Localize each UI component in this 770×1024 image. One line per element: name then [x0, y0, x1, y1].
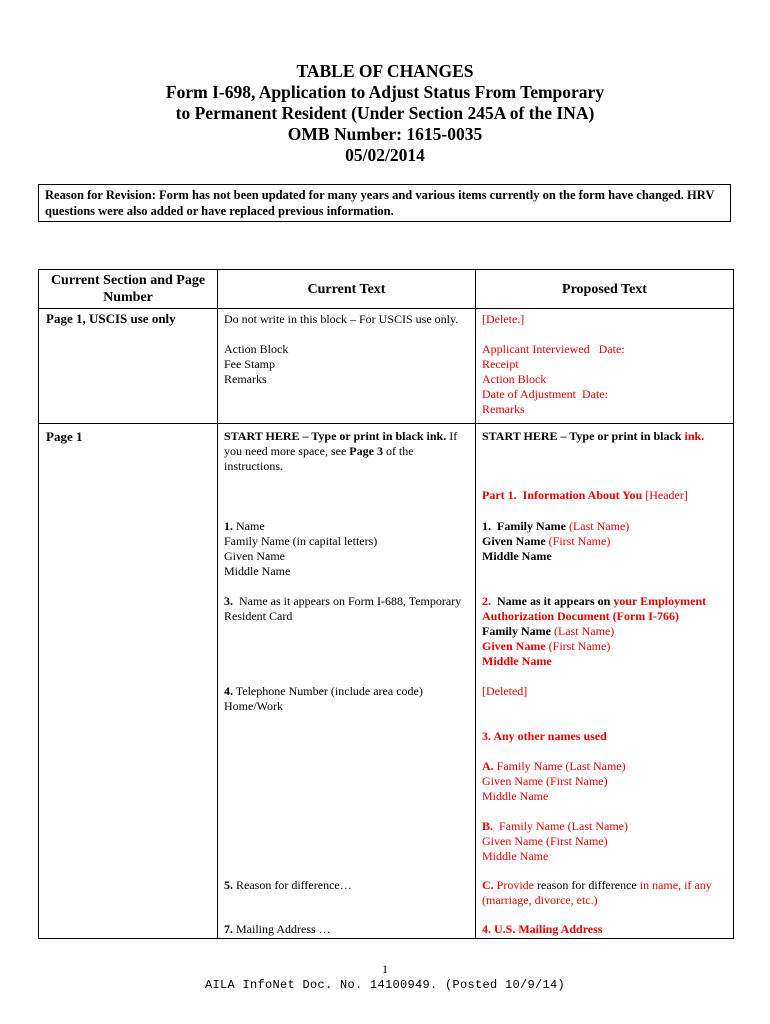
- table-row: [39, 474, 734, 503]
- table-row: [39, 424, 734, 475]
- title-line-1: TABLE OF CHANGES: [296, 61, 474, 81]
- current-text-cell: [218, 744, 476, 804]
- line: Middle Name: [482, 549, 552, 563]
- proposed-text-cell: 3. Any other names used: [476, 714, 734, 744]
- line: Middle Name: [482, 654, 552, 668]
- text: your Employment Authorization Document (Form I-766): [482, 594, 707, 623]
- title-date: 05/02/2014: [345, 145, 425, 165]
- current-text-cell: [218, 804, 476, 864]
- proposed-text-cell: [476, 579, 734, 669]
- title-line-3: to Permanent Resident (Under Section 245A of the INA): [175, 103, 595, 123]
- section-cell: [39, 864, 218, 908]
- table-row: [39, 579, 734, 669]
- line: Middle Name: [224, 564, 291, 578]
- reason-for-revision-box: Reason for Revision: Form has not been updated for many years and various items currently on the form have changed. HRV questions were also added or have replaced previous information.: [38, 184, 731, 222]
- proposed-text-cell: [Delete.]: [476, 309, 734, 328]
- proposed-text-cell: [476, 804, 734, 864]
- current-text-cell: [218, 669, 476, 714]
- line: Receipt: [482, 357, 519, 371]
- current-text-cell: [218, 474, 476, 503]
- current-text-cell: [218, 714, 476, 744]
- section-cell: Page 1: [39, 424, 218, 475]
- header-proposed-text: Proposed Text: [476, 270, 734, 309]
- text: (Last Name): [550, 624, 615, 638]
- title-line-2: Form I-698, Application to Adjust Status From Temporary: [165, 82, 605, 102]
- line: Middle Name: [482, 849, 549, 863]
- line: Family Name (in capital letters): [224, 534, 378, 548]
- section-cell: [39, 327, 218, 424]
- table-row: [39, 714, 734, 744]
- text: If you need more space, see: [224, 429, 458, 458]
- table-row: [39, 744, 734, 804]
- section-cell: [39, 579, 218, 669]
- text: Family Name: [482, 624, 551, 638]
- section-cell: [39, 744, 218, 804]
- proposed-text-cell: [476, 744, 734, 804]
- header-current-text: Current Text: [218, 270, 476, 309]
- line: Date of Adjustment Date:: [482, 387, 608, 401]
- proposed-text-cell: [476, 424, 734, 475]
- footer-doc-number: AILA InfoNet Doc. No. 14100949. (Posted 10/9/14): [204, 978, 566, 992]
- document-title: [0, 61, 770, 166]
- text: Name as it appears on Form I-688, Temporary Resident Card: [224, 594, 465, 623]
- current-text-cell: Do not write in this block – For USCIS use only.: [218, 309, 476, 328]
- text: (First Name): [545, 639, 611, 653]
- current-text-cell: [218, 424, 476, 475]
- line: Given Name: [224, 549, 285, 563]
- line: Given Name (First Name): [482, 834, 608, 848]
- text: [Header]: [642, 488, 688, 502]
- text: Given Name: [482, 639, 546, 653]
- section-cell: [39, 669, 218, 714]
- section-cell: [39, 908, 218, 939]
- title-line-4: OMB Number: 1615-0035: [287, 124, 483, 144]
- text: ink.: [684, 429, 705, 443]
- item-number: 1.: [224, 519, 233, 533]
- current-text-cell: [218, 908, 476, 939]
- text: of the instructions.: [224, 444, 414, 473]
- proposed-text-cell: [476, 503, 734, 579]
- item-number: 3.: [224, 594, 233, 608]
- item-number: 7.: [224, 922, 233, 936]
- text: Name: [233, 519, 265, 533]
- line: Action Block: [482, 372, 547, 386]
- section-cell: [39, 474, 218, 503]
- text: Page 3: [349, 444, 383, 458]
- current-text-cell: [218, 327, 476, 424]
- text: (Last Name): [565, 519, 630, 533]
- section-cell: Page 1, USCIS use only: [39, 309, 218, 328]
- line: Action Block: [224, 342, 289, 356]
- table-row: [39, 804, 734, 864]
- text: Telephone Number (include area code) Home/Work: [224, 684, 423, 713]
- item-number: 5.: [224, 878, 233, 892]
- text: Part 1. Information About You: [482, 488, 643, 502]
- text: START HERE – Type or print in black: [482, 429, 685, 443]
- item-number: 4.: [224, 684, 233, 698]
- text: reason for difference: [534, 878, 637, 892]
- current-text-cell: [218, 864, 476, 908]
- table-row: [39, 309, 734, 328]
- text: Family Name (Last Name): [493, 759, 626, 773]
- text: Family Name (Last Name): [493, 819, 628, 833]
- table-row: [39, 327, 734, 424]
- proposed-text-cell: [Deleted]: [476, 669, 734, 714]
- table-row: [39, 864, 734, 908]
- item-letter: B.: [482, 819, 494, 833]
- page-number: 1: [382, 962, 388, 976]
- changes-table: [38, 269, 734, 939]
- text: 1. Family Name: [482, 519, 566, 533]
- table-row: [39, 503, 734, 579]
- proposed-text-cell: [476, 327, 734, 424]
- line: Remarks: [224, 372, 267, 386]
- text: Provide: [493, 878, 535, 892]
- section-cell: [39, 503, 218, 579]
- line: Middle Name: [482, 789, 549, 803]
- current-text-cell: [218, 503, 476, 579]
- section-cell: [39, 714, 218, 744]
- text: (First Name): [545, 534, 611, 548]
- text: 2.: [482, 594, 491, 608]
- header-section: Current Section and Page Number: [39, 270, 218, 309]
- section-cell: [39, 804, 218, 864]
- line: Applicant Interviewed Date:: [482, 342, 625, 356]
- item-letter: C.: [482, 878, 494, 892]
- text: Mailing Address …: [233, 922, 331, 936]
- text: Reason for difference…: [233, 878, 352, 892]
- item-letter: A.: [482, 759, 494, 773]
- line: Remarks: [482, 402, 525, 416]
- table-row: [39, 669, 734, 714]
- current-text-cell: [218, 579, 476, 669]
- text: Name as it appears on: [491, 594, 614, 608]
- table-row: [39, 908, 734, 939]
- text: in name, if any (marriage, divorce, etc.): [482, 878, 712, 907]
- line: Fee Stamp: [224, 357, 275, 371]
- text: START HERE – Type or print in black ink.: [224, 429, 447, 443]
- proposed-text-cell: 4. U.S. Mailing Address: [476, 908, 734, 939]
- text: Given Name: [482, 534, 546, 548]
- proposed-text-cell: [476, 864, 734, 908]
- line: Given Name (First Name): [482, 774, 608, 788]
- proposed-text-cell: [476, 474, 734, 503]
